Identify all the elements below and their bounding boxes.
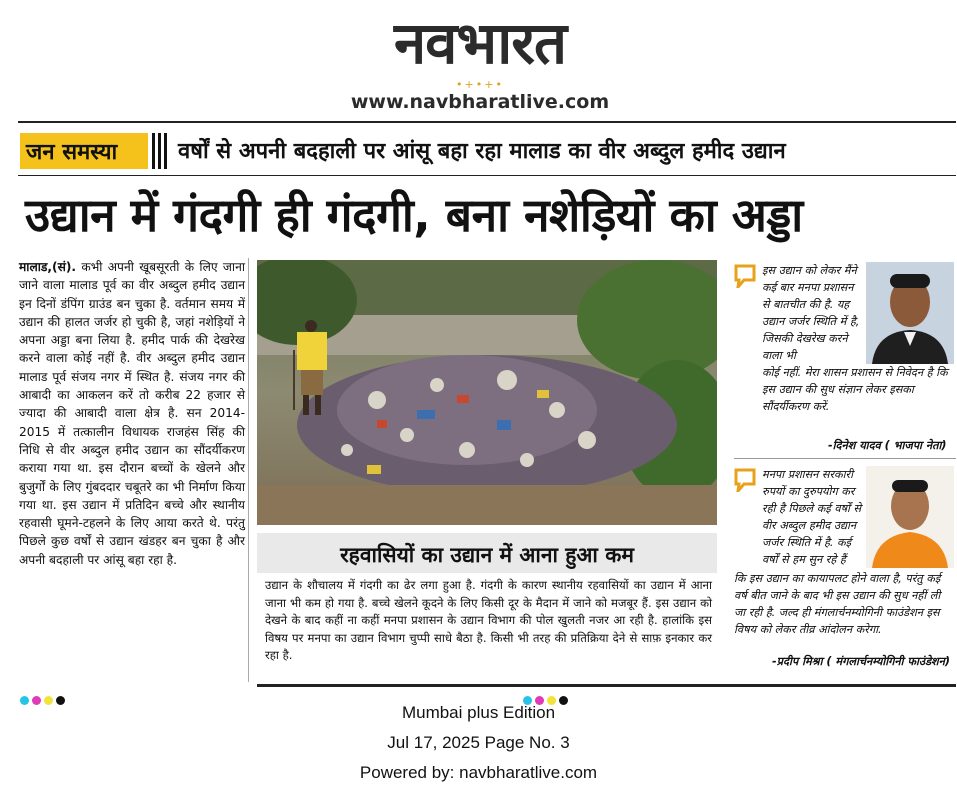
top-rule (18, 121, 956, 123)
subhead-rule (18, 175, 956, 176)
headline: उद्यान में गंदगी ही गंदगी, बना नशेड़ियों का अड्डा (25, 188, 803, 242)
quote-2-attribution: -प्रदीप मिश्रा ( मंगलार्चनम्योगिनी फाउंडेशन) (772, 655, 950, 668)
quote-1-text-short: इस उद्यान को लेकर मैंने कई बार मनपा प्रशासन से बातचीत की है. यह उद्यान जर्जर स्थिति में है, जिसकी देखरेख करने वाला भी (762, 264, 860, 362)
quote-block-2 (734, 466, 956, 676)
footer-powered-by: Powered by: navbharatlive.com (359, 763, 598, 782)
info-box-title: रहवासियों का उद्यान में आना हुआ कम (340, 543, 634, 567)
portrait-pradeep-mishra (866, 466, 954, 568)
registration-marks-left (20, 690, 68, 700)
portrait-dinesh-yadav (866, 262, 954, 364)
quote-1-attribution: -दिनेश यादव ( भाजपा नेता) (828, 439, 947, 452)
info-box (257, 533, 717, 683)
quote-divider (734, 458, 956, 459)
section-tag (20, 133, 148, 169)
quote-2-text-short: मनपा प्रशासन सरकारी रुपयों का दुरुपयोग कर रही है पिछले कई वर्षों से वीर अब्दुल हमीद उद्यान जर्जर स्थिति में है. कई वर्षों से हम सुन रहे हैं (762, 468, 862, 566)
column-rule (248, 258, 249, 682)
info-box-body: उद्यान के शौचालय में गंदगी का ढेर लगा हुआ है. गंदगी के कारण स्थानीय रहवासियों का उद्यान में आना जाना भी कम हो गया है. बच्चे खेलने कूदने के लिए किसी दूर के मैदान में जाने को मजबूर हैं. इस उद्यान को देखने के बाद कहीं ना कहीं मनपा प्रशासन के उद्यान विभाग की पोल खुलती नजर आ रही है. हालांकि इस विषय पर मनपा का उद्यान विभाग चुप्पी साधे बैठा है. किसी भी तरह की प्रतिक्रिया देने से साफ़ इनकार कर रहा है. (265, 578, 712, 662)
logo-ornament: •+•+• (456, 78, 504, 91)
masthead (330, 8, 630, 113)
newspaper-logo: नवभारत (393, 9, 567, 77)
subheadline: वर्षों से अपनी बदहाली पर आंसू बहा रहा मालाड का वीर अब्दुल हमीद उद्यान (178, 139, 786, 164)
garbage-photo (257, 260, 717, 525)
section-tag-label: जन समस्या (26, 140, 118, 165)
article-body (19, 258, 245, 569)
quote-block-1 (734, 262, 956, 462)
tag-bars (150, 133, 172, 169)
dateline: मालाड,(सं). (19, 260, 77, 274)
info-box-header (257, 533, 717, 573)
quote-mark-icon (734, 264, 756, 288)
quote-1-text-long: कोई नहीं. मेरा शासन प्रशासन से निवेदन है कि इस उद्यान की सुध संज्ञान लेकर इसका सौंदर्यीकरण करें. (762, 366, 948, 413)
registration-marks-right (523, 690, 571, 700)
quote-mark-icon (734, 468, 756, 492)
newspaper-url: www.navbharatlive.com (350, 91, 610, 113)
article-body-text: कभी अपनी खूबसूरती के लिए जाना जाने वाला मालाड पूर्व का वीर अब्दुल हमीद उद्यान इन दिनों डंपिंग ग्राउंड बन चुका है. वर्तमान समय में उद्यान की हालत जर्जर हो चुकी है, जहां नशेड़ियों ने अपना अड्डा बना लिया है. हमीद पार्क की देखरेख करने वाला कोई नहीं है. वीर अब्दुल हमीद उद्यान मालाड पूर्व संजय नगर में स्थित है. संजय नगर की आबादी का आकलन करें तो करीब 22 हजार से ज्यादा की आबादी वाला क्षेत्र है. सन 2014-2015 में तत्कालीन विधायक राजहंस सिंह की निधि से वीर अब्दुल हमीद उद्यान का सौंदर्यीकरण कराया गया था. इस दौरान बच्चों के खेलने और बुजुर्गों के लिए गुंबददार चबूतरे का भी निर्माण किया गया था. इस उद्यान में प्रतिदिन बच्चे और स्थानीय रहवासी घूमने-टहलने के लिए आया करते थे. परंतु पिछले कुछ वर्षों से उद्यान खंडहर बन चुका है और अपनी बदहाली पर आंसू बहा रहा है. (19, 260, 245, 567)
footer-edition: Mumbai plus Edition (401, 703, 556, 722)
quote-2-text-long: कि इस उद्यान का कायापलट होने वाला है, परंतु कई वर्ष बीत जाने के बाद भी इस उद्यान की सुध नहीं ली जा रही है. जल्द ही मंगलार्चनम्योगिनी फाउंडेशन इस विषय को लेकर तीव्र आंदोलन करेगा. (734, 572, 941, 636)
bottom-rule (257, 684, 956, 687)
footer-date-page: Jul 17, 2025 Page No. 3 (387, 733, 570, 752)
